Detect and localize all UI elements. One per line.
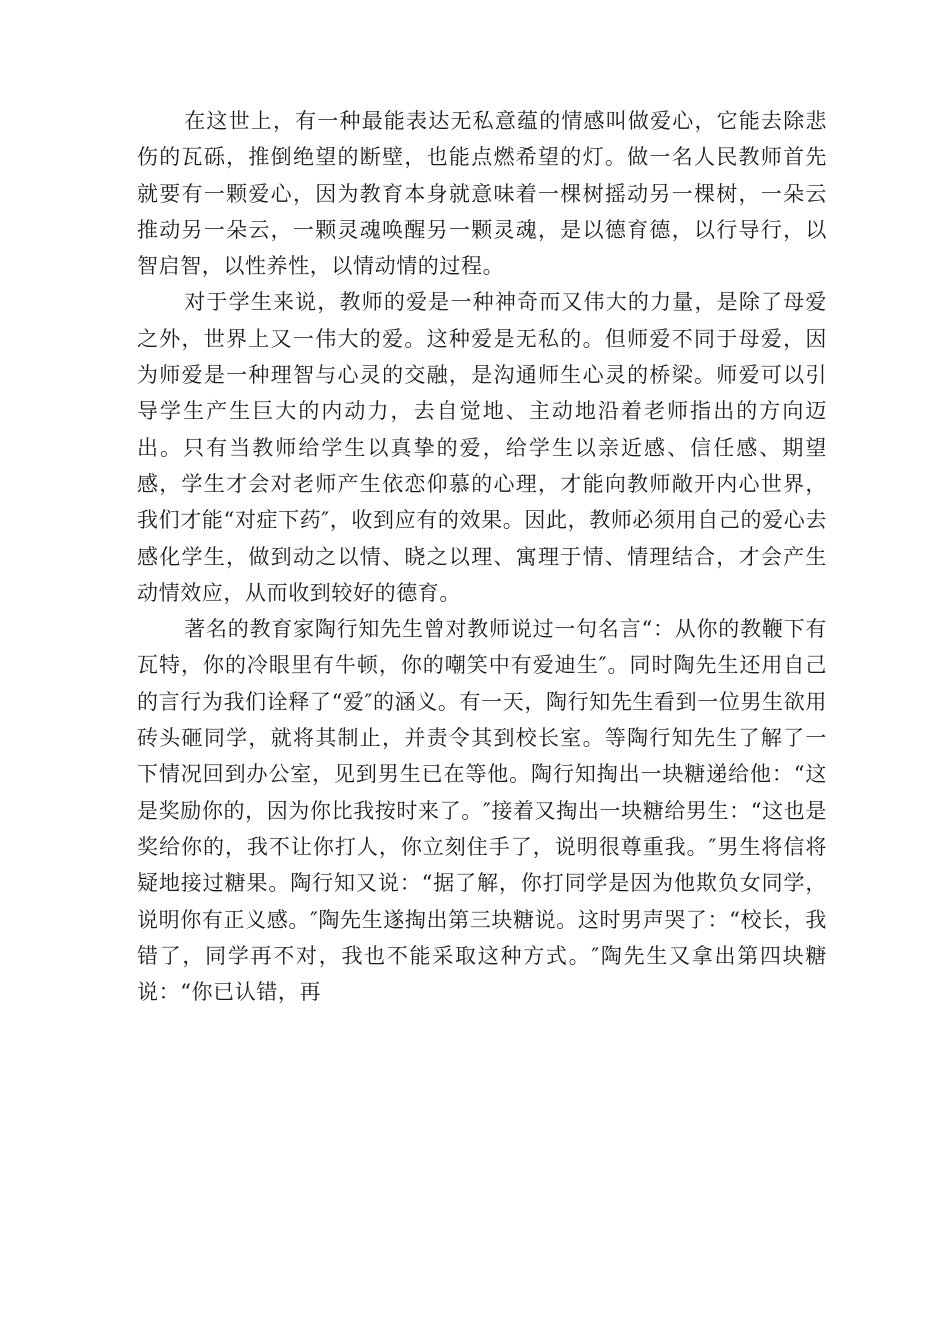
paragraph-1: 在这世上，有一种最能表达无私意蕴的情感叫做爱心，它能去除悲伤的瓦砾，推倒绝望的断壁，也能点燃希望的灯。做一名人民教师首先就要有一颗爱心，因为教育本身就意味着一棵树摇动另一棵树，一朵云推动另一朵云，一颗灵魂唤醒另一颗灵魂，是以德育德，以行导行，以智启智，以性养性，以情动情的过程。 bbox=[137, 109, 827, 279]
paragraph-2: 对于学生来说，教师的爱是一种神奇而又伟大的力量，是除了母爱之外，世界上又一伟大的爱。这种爱是无私的。但师爱不同于母爱，因为师爱是一种理智与心灵的交融，是沟通师生心灵的桥梁。师爱可以引导学生产生巨大的内动力，去自觉地、主动地沿着老师指出的方向迈出。只有当教师给学生以真挚的爱，给学生以亲近感、信任感、期望感，学生才会对老师产生依恋仰慕的心理，才能向教师敞开内心世界，我们才能“对症下药″，收到应有的效果。因此，教师必须用自己的爱心去感化学生，做到动之以情、晓之以理、寓理于情、情理结合，才会产生动情效应，从而收到较好的德育。 bbox=[137, 290, 827, 605]
paragraph-3: 著名的教育家陶行知先生曾对教师说过一句名言“：从你的教鞭下有瓦特，你的冷眼里有牛顿，你的嘲笑中有爱迪生″。同时陶先生还用自己的言行为我们诠释了“爱″的涵义。有一天，陶行知先生看到一位男生欲用砖头砸同学，就将其制止，并责令其到校长室。等陶行知先生了解了一下情况回到办公室，见到男生已在等他。陶行知掏出一块糖递给他：“这是奖励你的，因为你比我按时来了。″接着又掏出一块糖给男生：“这也是奖给你的，我不让你打人，你立刻住手了，说明很尊重我。″男生将信将疑地接过糖果。陶行知又说：“据了解，你打同学是因为他欺负女同学，说明你有正义感。″陶先生遂掏出第三块糖说。这时男声哭了：“校长，我错了，同学再不对，我也不能采取这种方式。″陶先生又拿出第四块糖说：“你已认错，再 bbox=[137, 617, 827, 1005]
document-body bbox=[137, 103, 827, 1010]
